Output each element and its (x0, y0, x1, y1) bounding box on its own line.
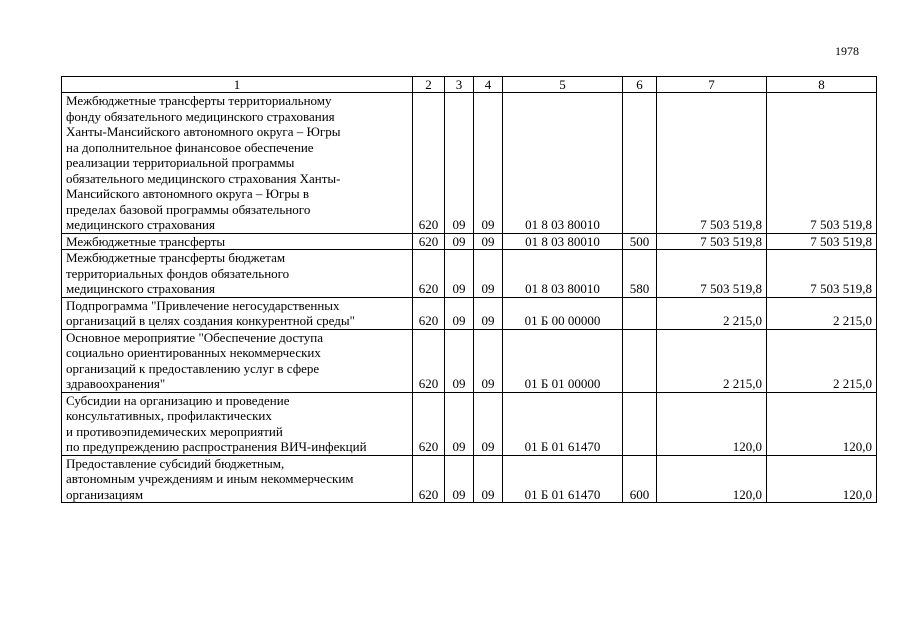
subsection-code: 09 (474, 250, 503, 298)
amount-col7: 2 215,0 (657, 329, 767, 392)
row-name: Субсидии на организацию и проведение консультативных, профилактических и противоэпидемических мероприятий по предупреждению распространения ВИЧ-инфекций (62, 392, 413, 455)
row-name: Основное мероприятие "Обеспечение доступа социально ориентированных некоммерческих организаций к предоставлению услуг в сфере здравоохранения" (62, 329, 413, 392)
amount-col7: 2 215,0 (657, 297, 767, 329)
table-body (62, 93, 877, 503)
column-header: 5 (503, 77, 623, 93)
column-header: 2 (413, 77, 445, 93)
subsection-code: 09 (474, 329, 503, 392)
ministry-code: 620 (413, 297, 445, 329)
section-code: 09 (445, 93, 474, 234)
target-article-code: 01 Б 01 61470 (503, 392, 623, 455)
target-article-code: 01 Б 01 61470 (503, 455, 623, 503)
column-header: 7 (657, 77, 767, 93)
amount-col8: 2 215,0 (767, 329, 877, 392)
ministry-code: 620 (413, 329, 445, 392)
table-row (62, 233, 877, 250)
amount-col7: 7 503 519,8 (657, 233, 767, 250)
amount-col8: 120,0 (767, 392, 877, 455)
expense-type-code (623, 329, 657, 392)
expense-type-code: 500 (623, 233, 657, 250)
amount-col7: 7 503 519,8 (657, 93, 767, 234)
column-header: 1 (62, 77, 413, 93)
row-name: Подпрограмма "Привлечение негосударственных организаций в целях создания конкурентной среды" (62, 297, 413, 329)
expense-type-code: 600 (623, 455, 657, 503)
table-row (62, 297, 877, 329)
table-row (62, 93, 877, 234)
section-code: 09 (445, 233, 474, 250)
subsection-code: 09 (474, 233, 503, 250)
ministry-code: 620 (413, 392, 445, 455)
expense-type-code (623, 392, 657, 455)
section-code: 09 (445, 392, 474, 455)
target-article-code: 01 8 03 80010 (503, 233, 623, 250)
table-row (62, 250, 877, 298)
amount-col8: 7 503 519,8 (767, 93, 877, 234)
row-name: Межбюджетные трансферты территориальному фонду обязательного медицинского страхования Ханты-Мансийского автономного округа – Югры на дополнительное финансовое обеспечение реализации территориальной программы обязательного медицинского страхования Ханты- Мансийского автономного округа – Югры в пределах базовой программы обязательного медицинского страхования (62, 93, 413, 234)
subsection-code: 09 (474, 297, 503, 329)
table-row (62, 392, 877, 455)
amount-col8: 2 215,0 (767, 297, 877, 329)
section-code: 09 (445, 297, 474, 329)
ministry-code: 620 (413, 93, 445, 234)
amount-col7: 120,0 (657, 455, 767, 503)
row-name: Предоставление субсидий бюджетным, автономным учреждениям и иным некоммерческим организациям (62, 455, 413, 503)
amount-col7: 120,0 (657, 392, 767, 455)
expense-type-code (623, 297, 657, 329)
amount-col7: 7 503 519,8 (657, 250, 767, 298)
column-header: 3 (445, 77, 474, 93)
subsection-code: 09 (474, 392, 503, 455)
target-article-code: 01 8 03 80010 (503, 250, 623, 298)
column-header: 4 (474, 77, 503, 93)
target-article-code: 01 8 03 80010 (503, 93, 623, 234)
header-row (62, 77, 877, 93)
subsection-code: 09 (474, 455, 503, 503)
expense-type-code: 580 (623, 250, 657, 298)
amount-col8: 7 503 519,8 (767, 250, 877, 298)
ministry-code: 620 (413, 455, 445, 503)
budget-table (61, 76, 877, 503)
expense-type-code (623, 93, 657, 234)
section-code: 09 (445, 250, 474, 298)
amount-col8: 120,0 (767, 455, 877, 503)
amount-col8: 7 503 519,8 (767, 233, 877, 250)
table-row (62, 455, 877, 503)
table-row (62, 329, 877, 392)
target-article-code: 01 Б 00 00000 (503, 297, 623, 329)
column-header: 6 (623, 77, 657, 93)
page-number: 1978 (835, 44, 859, 58)
ministry-code: 620 (413, 250, 445, 298)
table-header (62, 77, 877, 93)
row-name: Межбюджетные трансферты бюджетам территориальных фондов обязательного медицинского страхования (62, 250, 413, 298)
subsection-code: 09 (474, 93, 503, 234)
column-header: 8 (767, 77, 877, 93)
section-code: 09 (445, 329, 474, 392)
row-name: Межбюджетные трансферты (62, 233, 413, 250)
ministry-code: 620 (413, 233, 445, 250)
section-code: 09 (445, 455, 474, 503)
target-article-code: 01 Б 01 00000 (503, 329, 623, 392)
